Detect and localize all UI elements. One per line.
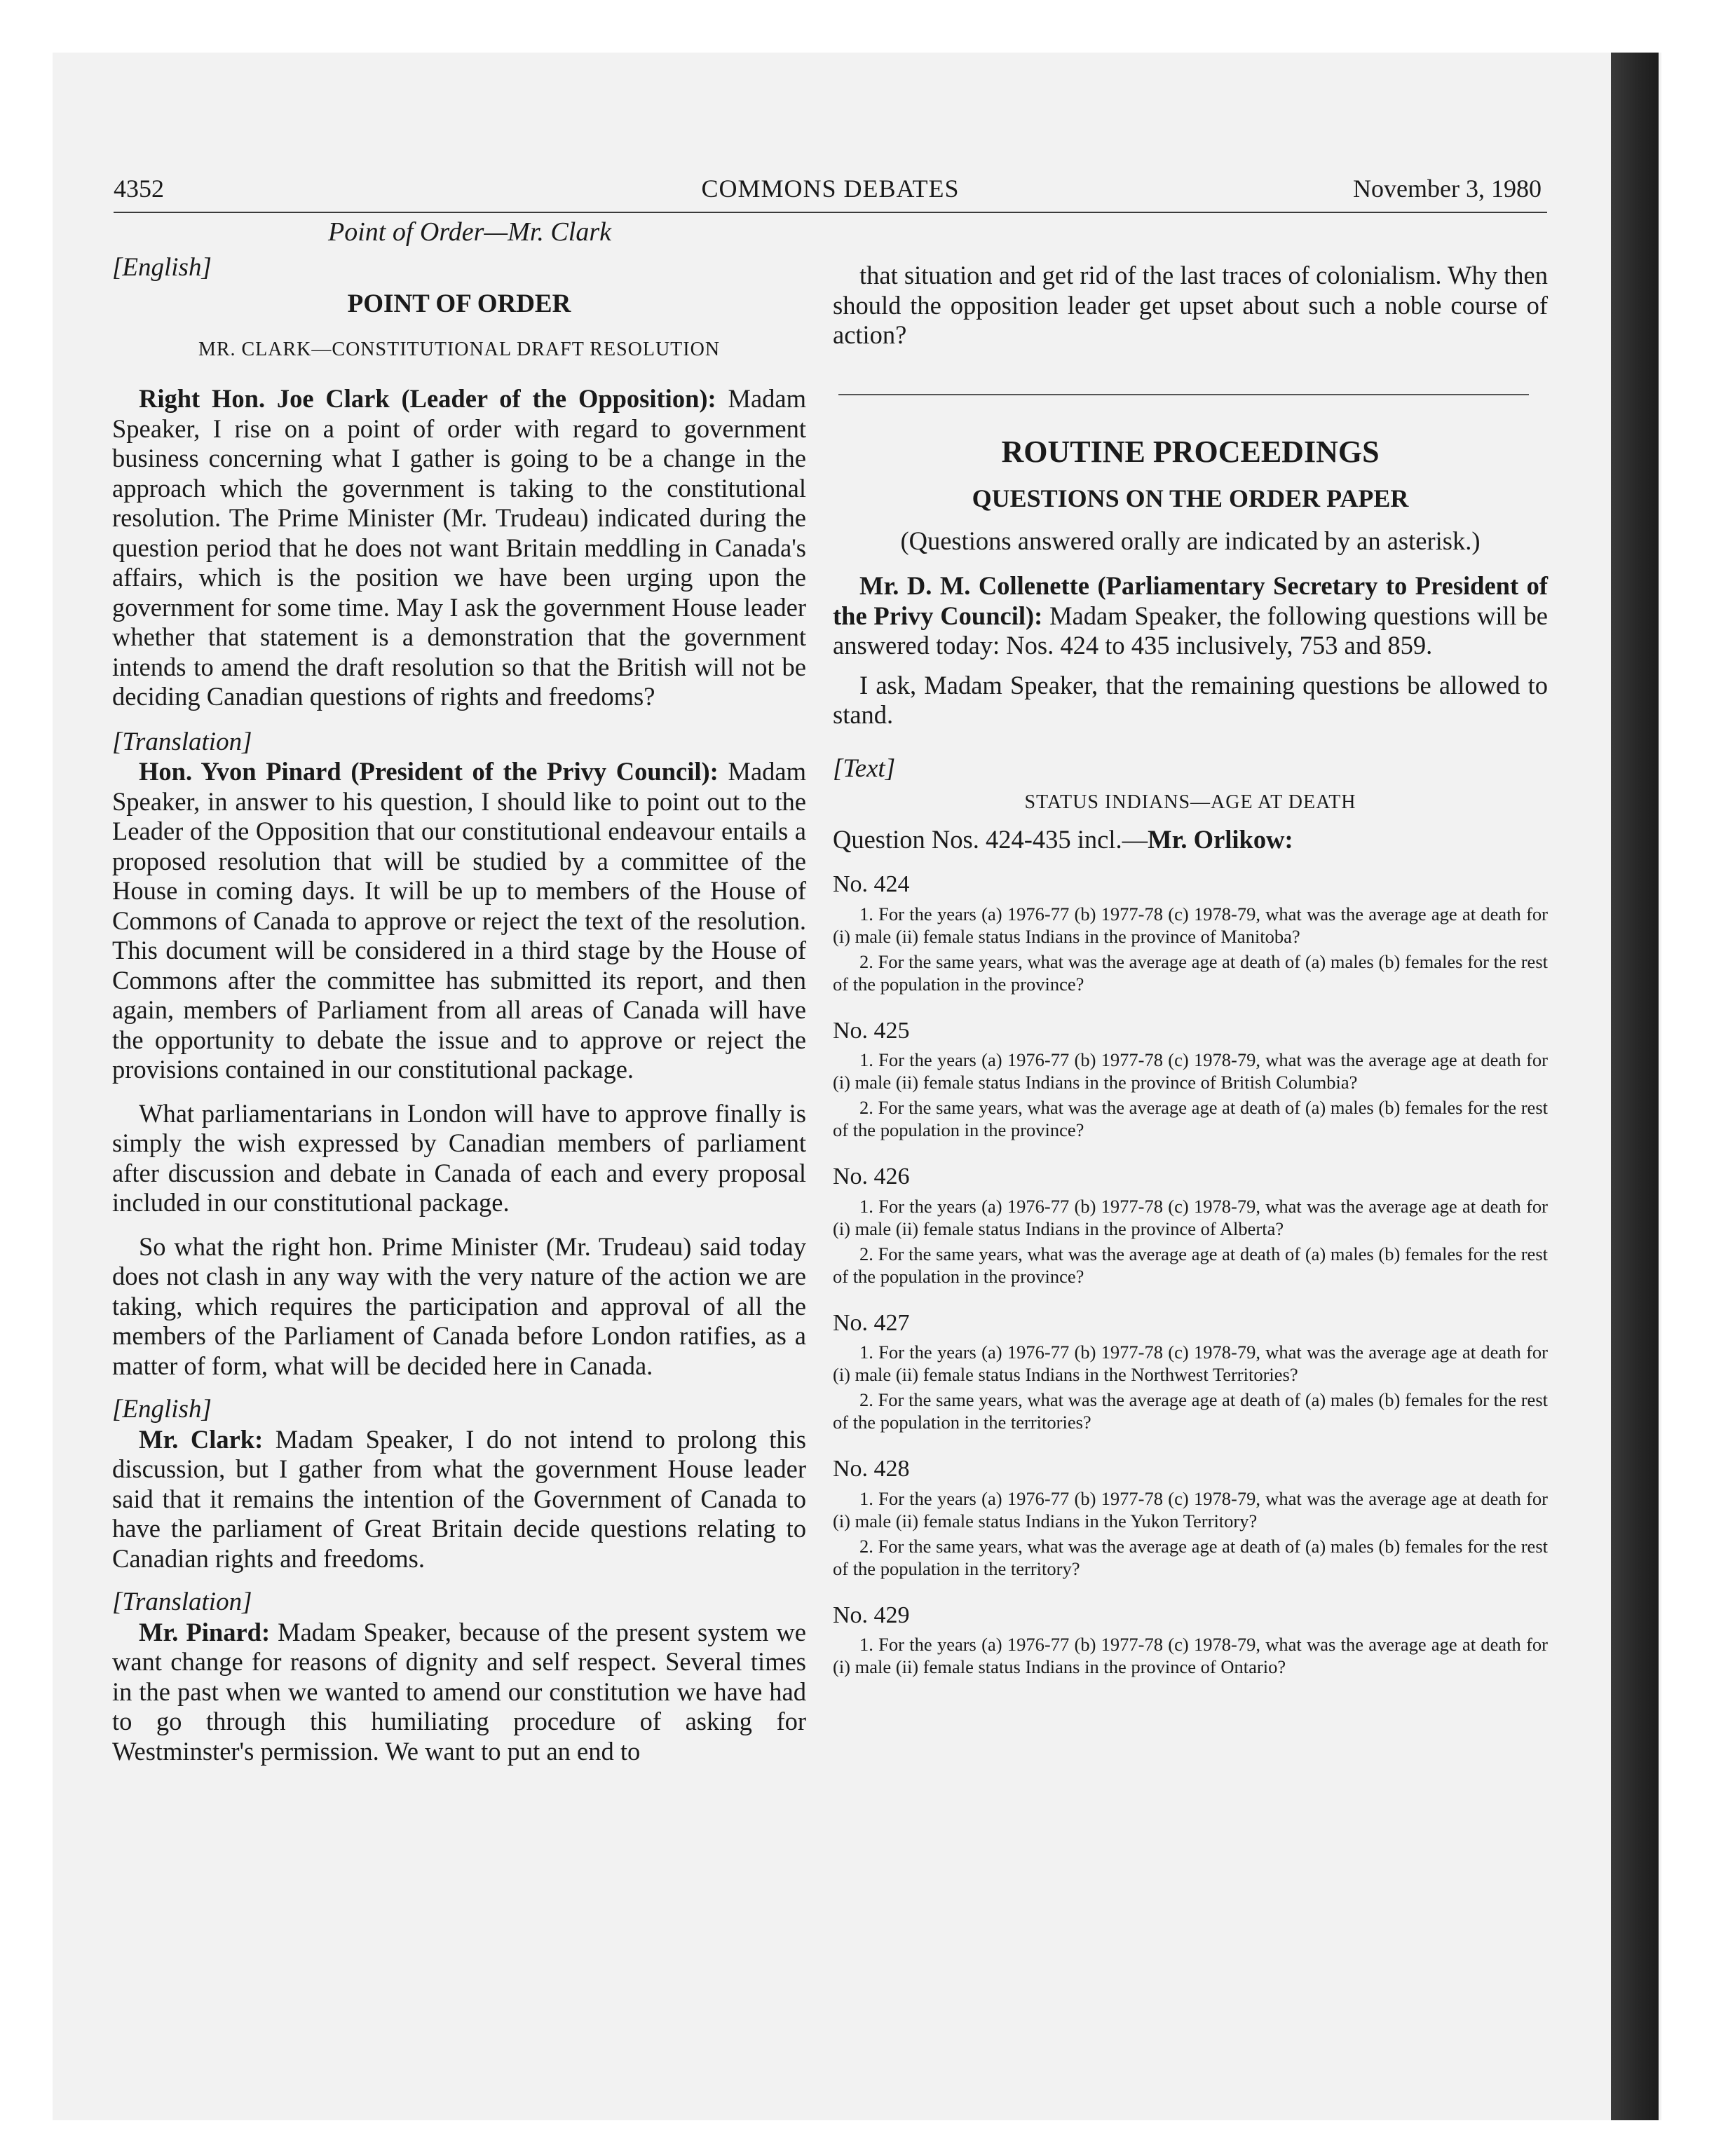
- left-column: [112, 217, 806, 1766]
- section-title: POINT OF ORDER: [347, 289, 571, 318]
- journal-title: COMMONS DEBATES: [701, 175, 960, 203]
- right-column: [833, 261, 1548, 1678]
- speaker-name: Mr. Pinard:: [139, 1617, 271, 1646]
- question-part: 2. For the same years, what was the average age at death of (a) males (b) females for the rest of the population in the territory?: [833, 1535, 1548, 1579]
- paragraph: I ask, Madam Speaker, that the remaining questions be allowed to stand.: [833, 670, 1548, 729]
- topic-heading: STATUS INDIANS—AGE AT DEATH: [1024, 791, 1356, 813]
- question-number: No. 426: [833, 1164, 910, 1189]
- question-part: 1. For the years (a) 1976-77 (b) 1977-78 (c) 1978-79, what was the average age at death for (i) male (ii) female status Indians in the Yukon Territory?: [833, 1487, 1548, 1531]
- paragraph: Mr. Clark: Madam Speaker, I do not intend to prolong this discussion, but I gather from what the government House leader said that it remains the intention of the Government of Canada to have the parliament of Great Britain decide questions relating to Canadian rights and freedoms.: [112, 1424, 806, 1573]
- paragraph: Mr. Pinard: Madam Speaker, because of the present system we want change for reasons of dignity and self respect. Several times in the past when we wanted to amend our constitution we have had to go through this humiliating procedure of asking for Westminster's permission. We want to put an end to: [112, 1617, 806, 1766]
- question-number: No. 428: [833, 1456, 910, 1482]
- paragraph: Hon. Yvon Pinard (President of the Privy Council): Madam Speaker, in answer to his question, I should like to point out to the Leader of the Opposition that our constitutional endeavour entails a proposed resolution that will be studied by a committee of the House in coming days. It will be up to members of the House of Commons of Canada to approve or reject the text of the resolution. This document will be considered in a third stage by the House of Commons after the committee has submitted its report, and then again, members of Parliament from all areas of Canada will have the opportunity to debate the issue and to approve or reject the provisions contained in our constitutional package.: [112, 757, 806, 1084]
- question-part: 2. For the same years, what was the average age at death of (a) males (b) females for the rest of the population in the province?: [833, 1243, 1548, 1287]
- section-divider: [838, 394, 1529, 395]
- question-number: No. 427: [833, 1309, 910, 1336]
- asterisk-note: (Questions answered orally are indicated by an asterisk.): [900, 526, 1481, 555]
- language-marker: [Text]: [833, 753, 896, 783]
- page-date: November 3, 1980: [1353, 175, 1542, 203]
- subsection-title: QUESTIONS ON THE ORDER PAPER: [972, 484, 1409, 512]
- language-marker: [Translation]: [112, 1588, 252, 1616]
- language-marker: [English]: [112, 1395, 212, 1424]
- speaker-name: Hon. Yvon Pinard (President of the Privy Council):: [139, 757, 719, 786]
- paragraph: Right Hon. Joe Clark (Leader of the Opposition): Madam Speaker, I rise on a point of order with regard to government business concerning what I gather is going to be a change in the approach which the government is taking to the constitutional resolution. The Prime Minister (Mr. Trudeau) indicated during the question period that he does not want Britain meddling in Canada's affairs, which is the position we have been urging upon the government for some time. May I ask the government House leader whether that statement is a demonstration that the government intends to amend the draft resolution so that the British will not be deciding Canadian questions of rights and freedoms?: [112, 384, 806, 711]
- running-head: Point of Order—Mr. Clark: [328, 217, 611, 247]
- question-part: 1. For the years (a) 1976-77 (b) 1977-78 (c) 1978-79, what was the average age at death for (i) male (ii) female status Indians in the Northwest Territories?: [833, 1342, 1548, 1385]
- question-part: 2. For the same years, what was the average age at death of (a) males (b) females for the rest of the population in the province?: [833, 950, 1548, 995]
- question-intro: Question Nos. 424-435 incl.—Mr. Orlikow:: [833, 824, 1293, 854]
- speaker-name: Right Hon. Joe Clark (Leader of the Opposition):: [139, 384, 716, 413]
- question-number: No. 424: [833, 871, 910, 897]
- section-title: ROUTINE PROCEEDINGS: [1001, 434, 1380, 469]
- paragraph: What parliamentarians in London will have to approve finally is simply the wish expressed by Canadian members of parliament after discussion and debate in Canada of each and every proposal included in our constitutional package.: [112, 1098, 806, 1217]
- language-marker: [Translation]: [112, 727, 252, 756]
- paragraph: that situation and get rid of the last traces of colonialism. Why then should the opposition leader get upset about such a noble course of action?: [833, 261, 1548, 349]
- page-number: 4352: [114, 175, 164, 203]
- speaker-name: Mr. Clark:: [139, 1424, 264, 1454]
- question-part: 1. For the years (a) 1976-77 (b) 1977-78 (c) 1978-79, what was the average age at death for (i) male (ii) female status Indians in the province of Alberta?: [833, 1195, 1548, 1239]
- question-part: 1. For the years (a) 1976-77 (b) 1977-78 (c) 1978-79, what was the average age at death for (i) male (ii) female status Indians in the province of Ontario?: [833, 1634, 1548, 1677]
- subsection-title: MR. CLARK—CONSTITUTIONAL DRAFT RESOLUTION: [198, 338, 721, 360]
- question-part: 2. For the same years, what was the average age at death of (a) males (b) females for the rest of the population in the province?: [833, 1097, 1548, 1140]
- question-part: 2. For the same years, what was the average age at death of (a) males (b) females for the rest of the population in the territories?: [833, 1389, 1548, 1433]
- question-part: 1. For the years (a) 1976-77 (b) 1977-78 (c) 1978-79, what was the average age at death for (i) male (ii) female status Indians in the province of British Columbia?: [833, 1049, 1548, 1093]
- member-name: Mr. Orlikow:: [1148, 824, 1293, 854]
- question-part: 1. For the years (a) 1976-77 (b) 1977-78 (c) 1978-79, what was the average age at death for (i) male (ii) female status Indians in the province of Manitoba?: [833, 903, 1548, 947]
- paragraph: Mr. D. M. Collenette (Parliamentary Secretary to President of the Privy Council): Madam Speaker, the following questions will be answered today: Nos. 424 to 435 inclusively, 753 and 859.: [833, 571, 1548, 660]
- page-header: [114, 168, 1547, 213]
- question-number: No. 425: [833, 1017, 910, 1044]
- speaker-name: Mr. D. M. Collenette (Parliamentary Secretary to President of the Privy Council):: [833, 571, 1548, 630]
- scan-edge-shadow: [1611, 53, 1659, 2120]
- language-marker: [English]: [112, 252, 212, 282]
- paragraph: So what the right hon. Prime Minister (Mr. Trudeau) said today does not clash in any way with the very nature of the action we are taking, which requires the participation and approval of all the members of the Parliament of Canada before London ratifies, as a matter of form, what will be decided here in Canada.: [112, 1231, 806, 1380]
- question-number: No. 429: [833, 1602, 910, 1628]
